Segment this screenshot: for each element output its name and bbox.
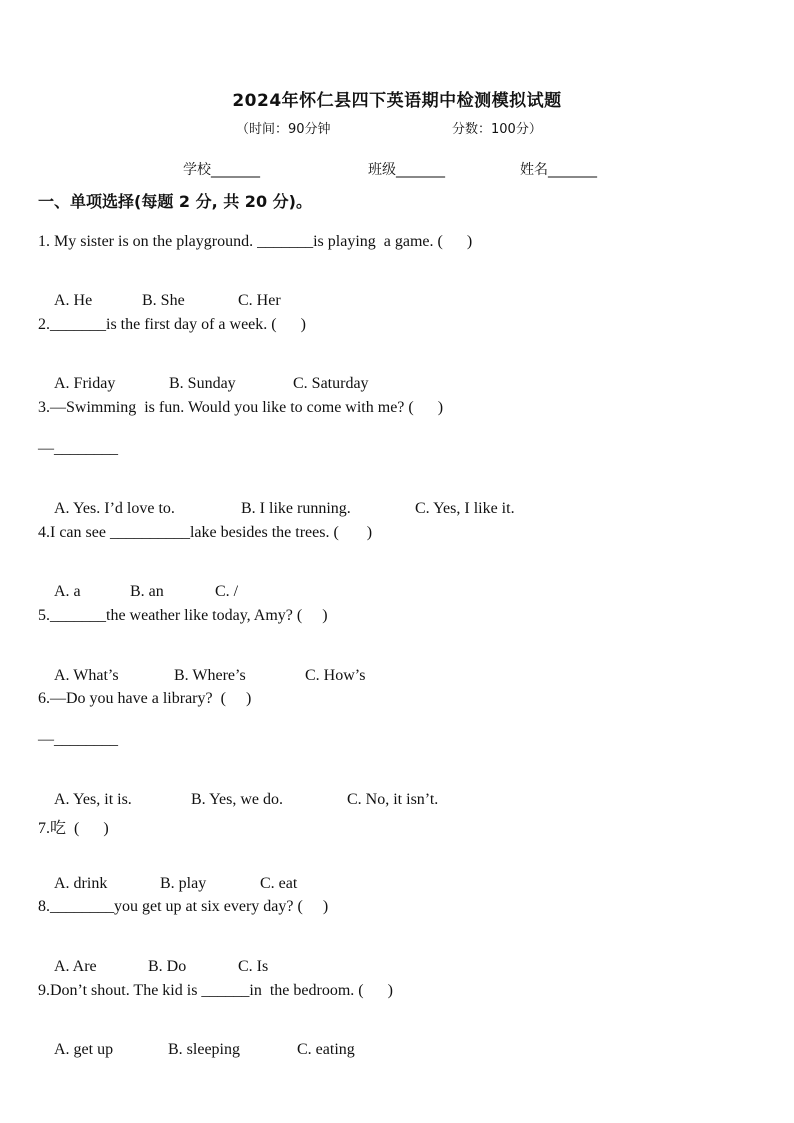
option-b: B. I like running. bbox=[241, 500, 351, 517]
option-c: C. eat bbox=[260, 875, 298, 892]
option-a: A. drink bbox=[54, 875, 108, 892]
question-4-stem: 4.I can see __________lake besides the trees. ( ) bbox=[38, 524, 373, 541]
option-a: A. get up bbox=[54, 1041, 114, 1058]
option-a: A. a bbox=[54, 583, 81, 600]
option-a: A. He bbox=[54, 292, 93, 309]
option-a: A. Are bbox=[54, 958, 97, 975]
option-b: B. sleeping bbox=[168, 1041, 240, 1058]
exam-score: 分数：100分） bbox=[452, 122, 542, 137]
page-title: 2024年怀仁县四下英语期中检测模拟试题 bbox=[232, 91, 562, 111]
question-3-answer-line: —________ bbox=[38, 440, 118, 457]
section-heading: 一、单项选择(每题 2 分, 共 20 分)。 bbox=[38, 192, 312, 211]
option-b: B. She bbox=[142, 292, 185, 309]
option-b: B. Sunday bbox=[169, 375, 236, 392]
class-field: 班级_______ bbox=[368, 162, 445, 178]
option-b: B. an bbox=[130, 583, 164, 600]
option-c: C. Yes, I like it. bbox=[415, 500, 515, 517]
option-b: B. Do bbox=[148, 958, 187, 975]
option-c: C. Her bbox=[238, 292, 281, 309]
question-6-stem: 6.—Do you have a library? ( ) bbox=[38, 690, 252, 707]
question-9-stem: 9.Don’t shout. The kid is ______in the bedroom. ( ) bbox=[38, 982, 393, 999]
option-c: C. Is bbox=[238, 958, 269, 975]
question-5-stem: 5._______the weather like today, Amy? ( ) bbox=[38, 607, 328, 624]
option-c: C. / bbox=[215, 583, 239, 600]
option-a: A. Yes. I’d love to. bbox=[54, 500, 175, 517]
option-c: C. eating bbox=[297, 1041, 355, 1058]
option-b: B. Where’s bbox=[174, 667, 246, 684]
question-8-stem: 8.________you get up at six every day? ( ) bbox=[38, 898, 329, 915]
question-2-stem: 2._______is the first day of a week. ( ) bbox=[38, 316, 306, 333]
option-c: C. Saturday bbox=[293, 375, 369, 392]
question-3-stem: 3.—Swimming is fun. Would you like to come with me? ( ) bbox=[38, 399, 444, 416]
question-1-stem: 1. My sister is on the playground. _______is playing a game. ( ) bbox=[38, 233, 473, 250]
option-c: C. No, it isn’t. bbox=[347, 791, 439, 808]
question-9-options bbox=[38, 1023, 355, 1077]
option-a: A. Friday bbox=[54, 375, 116, 392]
name-field: 姓名_______ bbox=[520, 162, 597, 178]
option-b: B. play bbox=[160, 875, 207, 892]
question-6-answer-line: —________ bbox=[38, 731, 118, 748]
school-field: 学校_______ bbox=[183, 162, 260, 178]
option-a: A. What’s bbox=[54, 667, 119, 684]
option-c: C. How’s bbox=[305, 667, 366, 684]
option-a: A. Yes, it is. bbox=[54, 791, 132, 808]
question-7-stem: 7.吃 ( ) bbox=[38, 820, 109, 837]
exam-time: （时间：90分钟 bbox=[236, 122, 331, 137]
option-b: B. Yes, we do. bbox=[191, 791, 284, 808]
